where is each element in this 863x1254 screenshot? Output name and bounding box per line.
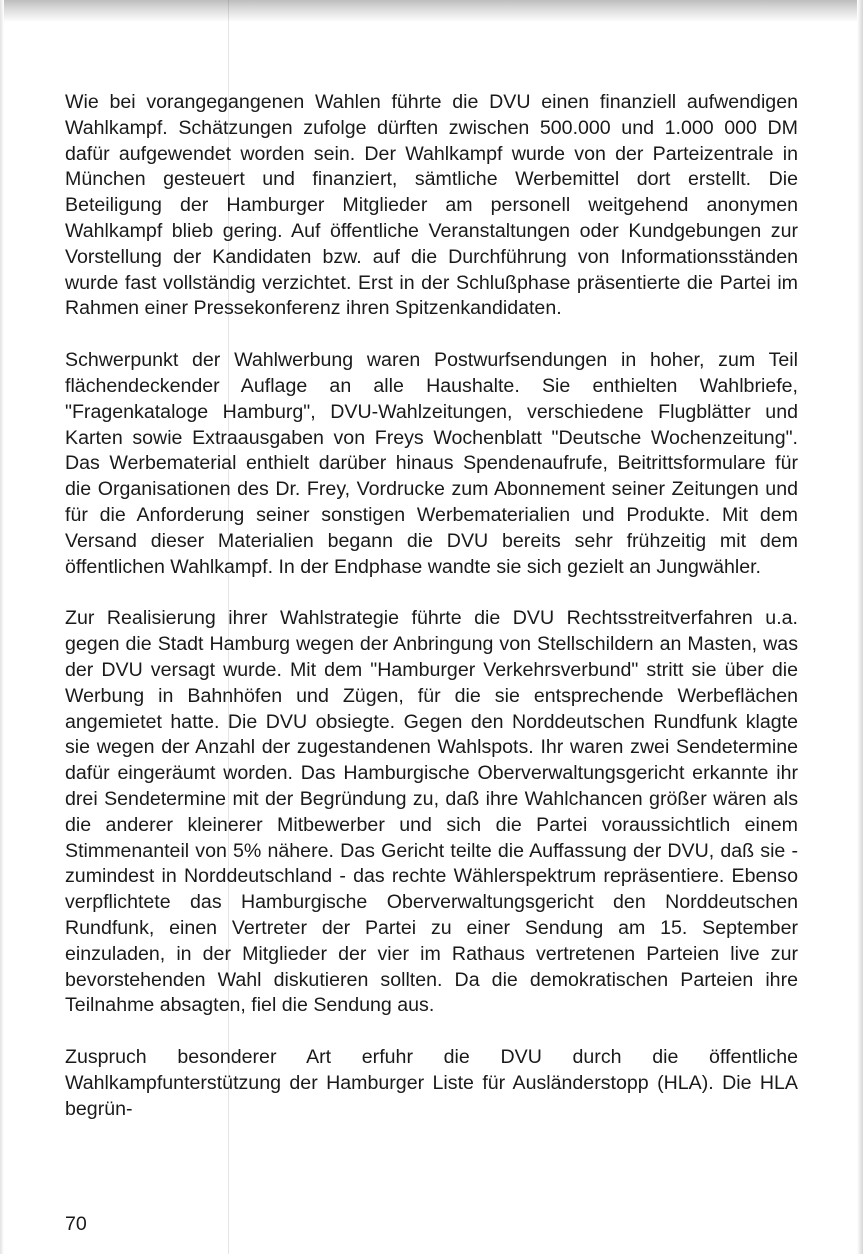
- paragraph-hla-unterstuetzung: Zuspruch besonderer Art erfuhr die DVU durch die öffentliche Wahlkampfunterstützung der Hamburger Liste für Ausländerstopp (HLA). Die HLA begrün-: [65, 1046, 798, 1120]
- paragraph-wahlwerbung: Schwerpunkt der Wahlwerbung waren Postwurfsendungen in hoher, zum Teil flächendeckender Auflage an alle Haushalte. Sie enthielten Wahlbriefe, "Fragenkataloge Hamburg", DVU-Wahlzeitungen, verschiedene Flugblätter und Karten sowie Extraausgaben von Freys Wochenblatt "Deutsche Wochenzeitung". Das Werbematerial enthielt darüber hinaus Spendenaufrufe, Beitrittsformulare für die Organisationen des Dr. Frey, Vordrucke zum Abonnement seiner Zeitungen und für die Anforderung seiner sonstigen Werbematerialien und Produkte. Mit dem Versand dieser Materialien begann die DVU bereits sehr frühzeitig mit dem öffentlichen Wahlkampf. In der Endphase wandte sie sich gezielt an Jungwähler.: [65, 349, 798, 578]
- page-body: [65, 90, 798, 1148]
- scan-left-edge: [0, 0, 4, 1254]
- scan-right-edge: [857, 0, 863, 1254]
- scan-top-edge: [0, 0, 863, 22]
- page-number: 70: [65, 1213, 87, 1235]
- paragraph-wahlkampf-finanzierung: Wie bei vorangegangenen Wahlen führte die DVU einen finanziell aufwendigen Wahlkampf. Schätzungen zufolge dürften zwischen 500.000 und 1.000 000 DM dafür aufgewendet worden sein. Der Wahlkampf wurde von der Parteizentrale in München gesteuert und finanziert, sämtliche Werbemittel dort erstellt. Die Beteiligung der Hamburger Mitglieder am personell weitgehend anonymen Wahlkampf blieb gering. Auf öffentliche Veranstaltungen oder Kundgebungen zur Vorstellung der Kandidaten bzw. auf die Durchführung von Informationsständen wurde fast vollständig verzichtet. Erst in der Schlußphase präsentierte die Partei im Rahmen einer Pressekonferenz ihren Spitzenkandidaten.: [65, 91, 798, 320]
- paragraph-rechtsstreitverfahren: Zur Realisierung ihrer Wahlstrategie führte die DVU Rechtsstreitverfahren u.a. gegen die Stadt Hamburg wegen der Anbringung von Stellschildern an Masten, was der DVU versagt wurde. Mit dem "Hamburger Verkehrsverbund" stritt sie über die Werbung in Bahnhöfen und Zügen, für die sie entsprechende Werbeflächen angemietet hatte. Die DVU obsiegte. Gegen den Norddeutschen Rundfunk klagte sie wegen der Anzahl der zugestandenen Wahlspots. Ihr waren zwei Sendetermine dafür eingeräumt worden. Das Hamburgische Oberverwaltungsgericht erkannte ihr drei Sendetermine mit der Begründung zu, daß ihre Wahlchancen größer wären als die anderer kleinerer Mitbewerber und sich die Partei voraussichtlich einem Stimmenanteil von 5% nähere. Das Gericht teilte die Auffassung der DVU, daß sie - zumindest in Norddeutschland - das rechte Wählerspektrum repräsentiere. Ebenso verpflichtete das Hamburgische Oberverwaltungsgericht den Norddeutschen Rundfunk, einen Vertreter der Partei zu einer Sendung am 15. September einzuladen, in der Mitglieder der vier im Rathaus vertretenen Parteien live zur bevorstehenden Wahl diskutieren sollten. Da die demokratischen Parteien ihre Teilnahme absagten, fiel die Sendung aus.: [65, 607, 798, 1017]
